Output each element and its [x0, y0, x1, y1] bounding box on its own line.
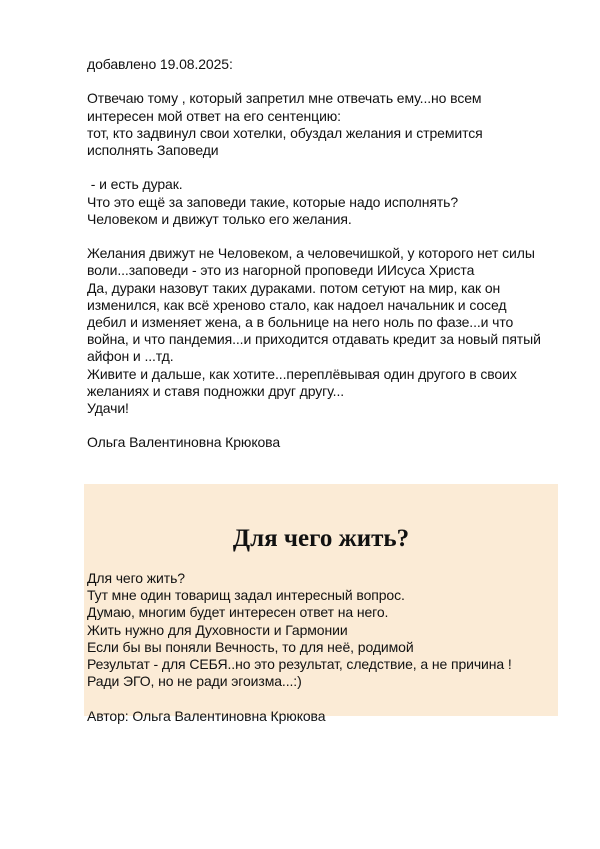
- card-title: Для чего жить?: [232, 525, 410, 552]
- date-line: добавлено 19.08.2025:: [87, 56, 233, 72]
- author-signature: Ольга Валентиновна Крюкова: [87, 434, 281, 451]
- text-line: Да, дураки назовут таких дураками. потом сетуют на мир, как он: [87, 279, 501, 296]
- card-line: Думаю, многим будет интересен ответ на него.: [87, 604, 389, 621]
- post-text: [87, 56, 567, 452]
- text-line: желаниях и ставя подножки друг другу...: [87, 382, 345, 399]
- text-line: айфон и ...тд.: [87, 348, 174, 365]
- text-line: Живите и дальше, как хотите...переплёвывая один другого в своих: [87, 365, 517, 382]
- text-line: изменился, как всё хреново стало, как надоел начальник и сосед: [87, 296, 507, 313]
- text-line: - и есть дурак.: [87, 176, 183, 193]
- spacer: [87, 690, 555, 707]
- card-line: Если бы вы поняли Вечность, то для неё, родимой: [87, 638, 414, 655]
- spacer: [87, 228, 567, 245]
- text-line: Что это ещё за заповеди такие, которые надо исполнять?: [87, 193, 459, 210]
- text-line: исполнять Заповеди: [87, 142, 219, 158]
- text-line: тот, кто задвинул свои хотелки, обуздал желания и стремится: [87, 124, 483, 141]
- text-line: Отвечаю тому , который запретил мне отвечать ему...но всем: [87, 90, 482, 107]
- text-line: Человеком и движут только его желания.: [87, 210, 352, 227]
- card-line: Жить нужно для Духовности и Гармонии: [87, 621, 348, 638]
- card-line: Ради ЭГО, но не ради эгоизма...:): [87, 673, 302, 690]
- text-line: Желания движут не Человеком, а человечишкой, у которого нет силы: [87, 245, 535, 262]
- card-line: Тут мне один товарищ задал интересный вопрос.: [87, 587, 405, 604]
- poem-card: [84, 484, 558, 724]
- text-line: интересен мой ответ на его сентенцию:: [87, 107, 341, 124]
- spacer: [87, 159, 567, 176]
- text-line: дебил и изменяет жена, а в больнице на него ноль по фазе...и что: [87, 314, 514, 330]
- text-line: воли...заповеди - это из нагорной проповеди ИИсуса Христа: [87, 262, 475, 279]
- spacer: [87, 73, 567, 90]
- paragraph-quote: [87, 176, 567, 228]
- card-body: [87, 570, 555, 725]
- card-line: Результат - для СЕБЯ..но это результат, следствие, а не причина !: [87, 656, 512, 673]
- card-line: Для чего жить?: [87, 570, 185, 586]
- text-line: Удачи!: [87, 400, 129, 417]
- paragraph-answer: [87, 245, 567, 417]
- spacer: [87, 417, 567, 434]
- text-line: война, и что пандемия...и приходится отдавать кредит за новый пятый: [87, 331, 541, 348]
- paragraph-reply: [87, 90, 567, 159]
- card-author: Автор: Ольга Валентиновна Крюкова: [87, 707, 326, 724]
